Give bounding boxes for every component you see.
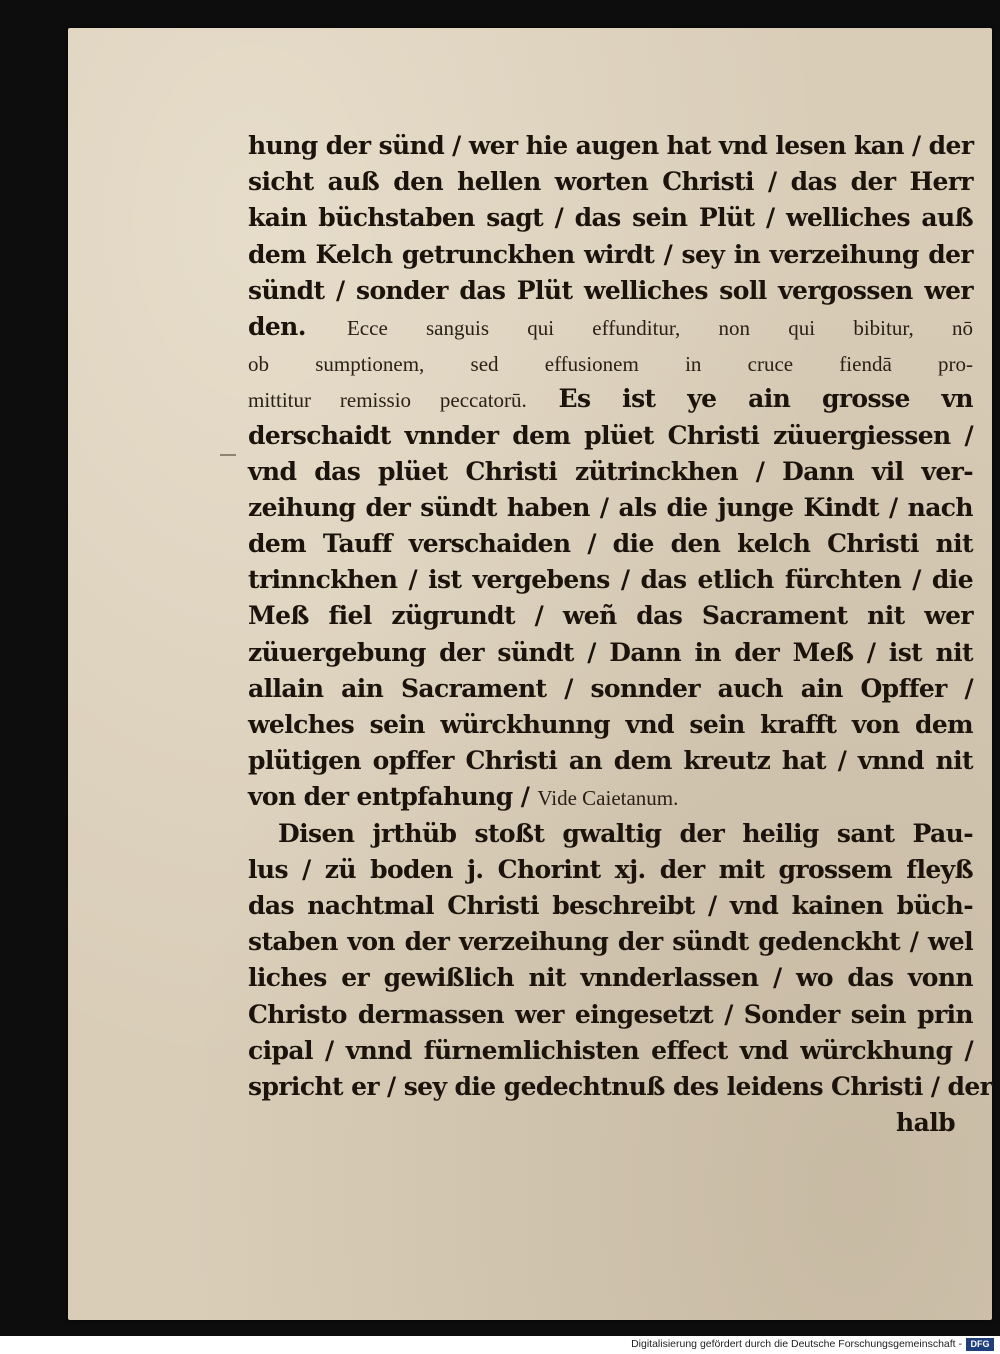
text-line: zeihung der sündt haben / als die junge Kindt / nach [248,492,973,522]
text-line: mittitur remissio peccatorū. Es ist ye ain grosse vn [248,384,973,414]
text-line: vnd das plüet Christi zütrinckhen / Dann vil ver- [248,456,973,486]
text-line: dem Tauff verschaiden / die den kelch Christi nit [248,529,973,559]
text-line: spricht er / sey die gedechtnuß des leidens Christi / der [248,1071,993,1101]
text-line: züuergebung der sündt / Dann in der Meß / ist nit [248,637,973,667]
text-line: Disen jrthüb stoßt gwaltig der heilig sant Pau- [278,818,973,848]
body-text [248,128,993,1141]
text-line: hung der sünd / wer hie augen hat vnd lesen kan / der [248,131,974,160]
text-line: cipal / vnnd fürnemlichisten effect vnd würckhung / [248,1035,973,1065]
text-line: derschaidt vnnder dem plüet Christi züuergiessen / [248,420,973,450]
text-line: das nachtmal Christi beschreibt / vnd kainen büch- [248,890,973,920]
text-line [248,345,973,381]
text-line: dem Kelch getrunckhen wirdt / sey in verzeihung der [248,239,973,269]
text-line: Meß fiel zügrundt / weñ das Sacrament nit wer [248,601,973,631]
text-line: von der entpfahung / Vide Caietanum. [248,782,679,812]
latin-text: Ecce sanguis qui effunditur, non qui bibitur, nō [346,315,973,340]
text-line: sicht auß den hellen worten Christi / das der Herr [248,167,973,197]
latin-text: Vide Caietanum. [537,786,679,811]
text-line: allain ain Sacrament / sonnder auch ain Opffer / [248,673,973,703]
footer-credit: Digitalisierung gefördert durch die Deutsche Forschungsgemeinschaft - [631,1338,962,1350]
text-line: Christo dermassen wer eingesetzt / Sonder sein prin [248,999,973,1029]
digitization-footer [0,1336,1000,1354]
text-line: sündt / sonder das Plüt welliches soll vergossen wer [248,275,973,305]
catchword: halb [896,1108,955,1138]
book-page [68,28,992,1320]
text-line: welches sein würckhunng vnd sein krafft von dem [248,710,973,739]
text-line: den. Ecce sanguis qui effunditur, non qui bibitur, nō [248,311,973,341]
text-line: staben von der verzeihung der sündt gedenckht / wel [248,927,973,957]
text-line: plütigen opffer Christi an dem kreutz hat / vnnd nit [248,746,973,776]
text-line: lus / zü boden j. Chorint xj. der mit grossem fleyß [248,854,973,884]
text-line: trinnckhen / ist vergebens / das etlich fürchten / die [248,565,973,595]
text-line: kain büchstaben sagt / das sein Plüt / welliches auß [248,203,973,233]
text-line: liches er gewißlich nit vnnderlassen / wo das vonn [248,963,973,993]
latin-text: ob sumptionem, sed effusionem in cruce fiendā pro- [248,352,973,377]
latin-text: mittitur remissio peccatorū. [248,388,527,413]
dfg-logo: DFG [966,1338,994,1351]
margin-mark [220,454,236,456]
